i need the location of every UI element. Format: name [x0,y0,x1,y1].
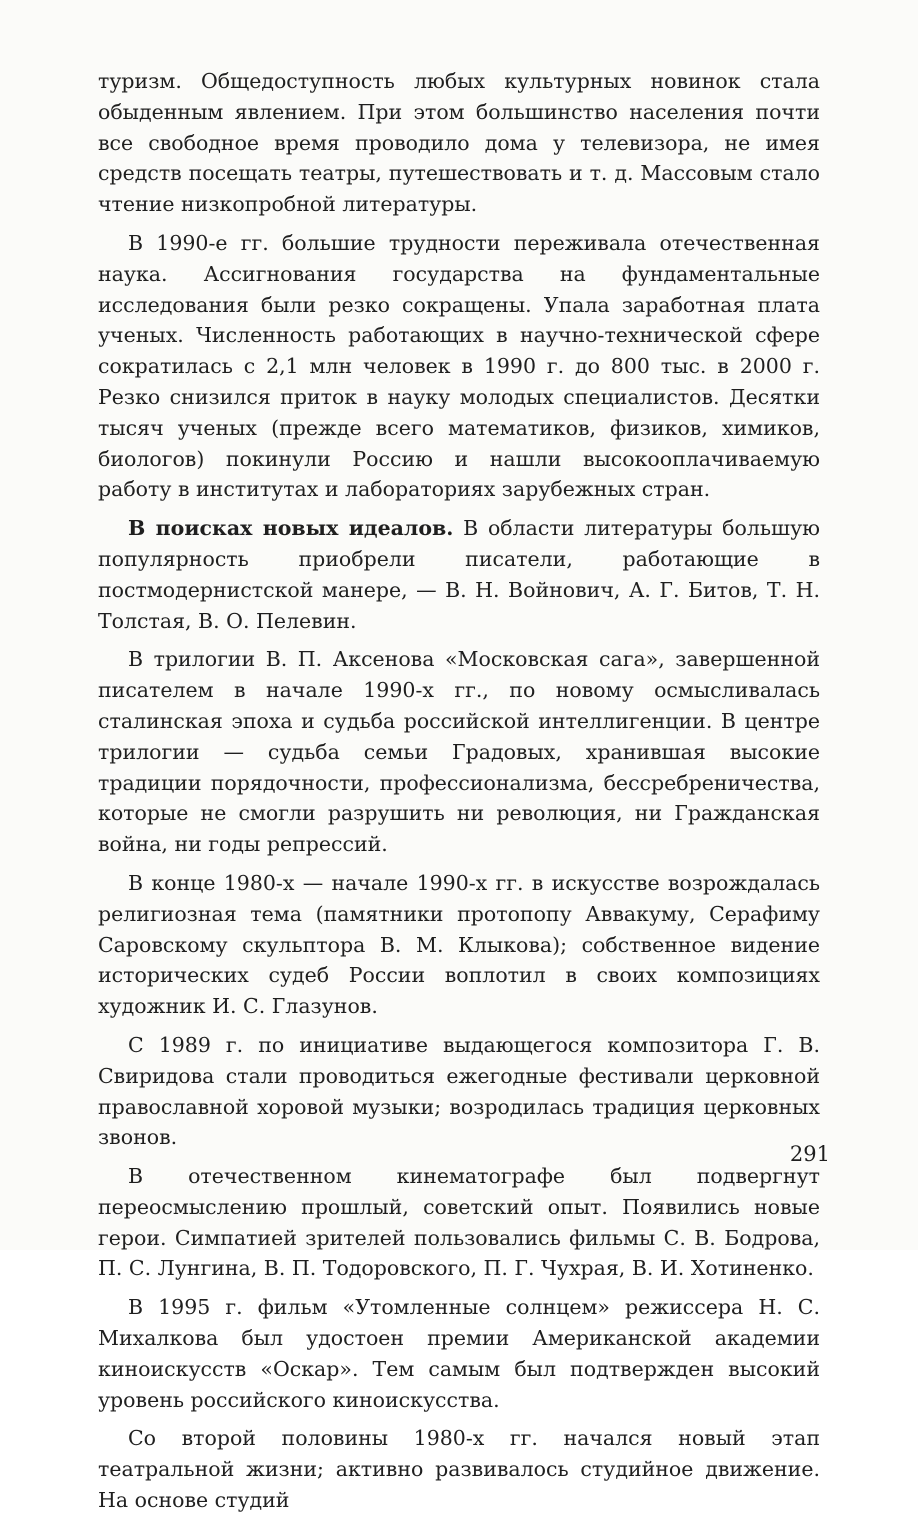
paragraph-text: Со второй половины 1980-х гг. начался новый этап театральной жизни; активно развивалось студийное движение. На основе студий [98,1426,820,1513]
paragraph-tourism [98,66,820,220]
paragraph-text: В 1995 г. фильм «Утомленные солнцем» режиссера Н. С. Михалкова был удостоен премии Американской академии киноискусств «Оскар». Тем самым был подтвержден высокий уровень российского киноискусства. [98,1295,820,1412]
paragraph-text: В области литературы большую популярность приобрели писатели, работающие в постмодернистской манере, — В. Н. Войнович, А. Г. Битов, Т. Н. Толстая, В. О. Пелевин. [98,516,820,633]
page-number: 291 [789,1142,830,1166]
paragraph-text: В трилогии В. П. Аксенова «Московская сага», завершенной писателем в начале 1990-х гг., по новому осмысливалась сталинская эпоха и судьба российской интеллигенции. В центре трилогии — судьба семьи Градовых, хранившая высокие традиции порядочности, профессионализма, бессребреничества, которые не смогли разрушить ни революция, ни Гражданская война, ни годы репрессий. [98,647,820,857]
paragraph-text: С 1989 г. по инициативе выдающегося композитора Г. В. Свиридова стали проводиться ежегодные фестивали церковной православной хоровой музыки; возродилась традиция церковных звонов. [98,1032,820,1150]
paragraph-mikhalkov [98,1292,820,1415]
paragraph-text: В 1990-е гг. большие трудности переживала отечественная наука. Ассигнования государства на фундаментальные исследования были резко сокращены. Упала заработная плата ученых. Численность работающих в научно-технической сфере сократилась с 2,1 млн человек в 1990 г. до 800 тыс. в 2000 г. Резко снизился приток в науку молодых специалистов. Десятки тысяч ученых (прежде всего математиков, физиков, химиков, биологов) покинули Россию и нашли высокооплачиваемую работу в институтах и лабораториях зарубежных стран. [98,230,820,502]
paragraph-new-ideals [98,513,820,636]
paragraph-text: В конце 1980-х — начале 1990-х гг. в искусстве возрождалась религиозная тема (памятники протопопу Аввакуму, Серафиму Саровскому скульптора В. М. Клыкова); собственное видение исторических судеб России воплотил в своих композициях художник И. С. Глазунов. [98,870,820,1019]
body-text [98,66,820,1524]
paragraph-cinema [98,1161,820,1284]
paragraph-science [98,228,820,505]
paragraph-text: туризм. Общедоступность любых культурных новинок стала обыденным явлением. При этом большинство населения почти все свободное время проводило дома у телевизора, не имея средств посещать театры, путешествовать и т. д. Массовым стало чтение низкопробной литературы. [98,69,820,217]
paragraph-theatre [98,1423,820,1515]
paragraph-aksenov [98,644,820,860]
paragraph-religion-art [98,868,820,1022]
paragraph-text: В отечественном кинематографе был подвергнут переосмыслению прошлый, советский опыт. Появились новые герои. Симпатией зрителей пользовались фильмы С. В. Бодрова, П. С. Лунгина, В. П. Тодоровского, П. Г. Чухрая, В. И. Хотиненко. [98,1164,820,1281]
paragraph-sviridov [98,1030,820,1153]
section-heading: В поисках новых идеалов. [128,516,454,541]
